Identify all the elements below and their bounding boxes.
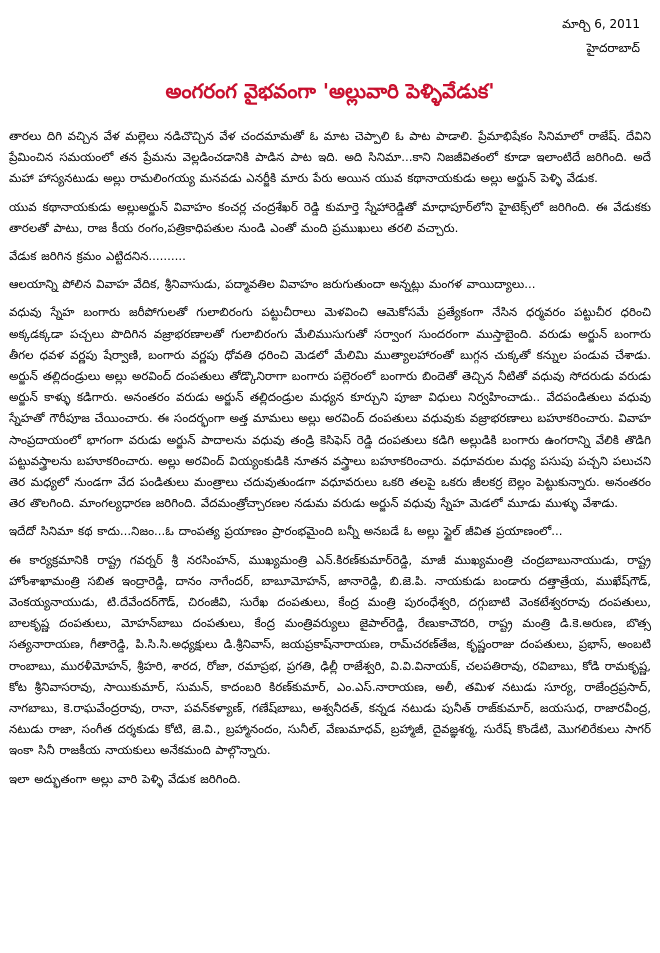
- article-title: అంగరంగ వైభవంగా 'అల్లువారి పెళ్ళివేడుక': [165, 79, 495, 103]
- article-date: మార్చి 6, 2011: [562, 17, 640, 31]
- paragraph-intro: తారలు దిగి వచ్చిన వేళ మల్లెలు నడిచొచ్చిన వేళ చందమామతో ఓ మాట చెప్పాలి ఓ పాట పాడాలి. ప్రేమాభిషేకం సినిమాలో రాజేష్. దేవిని ప్రేమించిన సమయంలో తన ప్రేమను వెల్లడించడానికి పాడిన పాట ఇది. అది సినిమా...కాని నిజజీవితంలో కూడా ఇలాంటిదే జరిగింది. అదే మహా హాస్యనటుడు అల్లు రామలింగయ్య మనవడు ఎనర్జీకి మారు పేరు అయిన యువ కథానాయకుడు అల్లు అర్జున్ పెళ్ళి వేడుక.: [9, 129, 651, 186]
- paragraph-ceremony-details: వధువు స్నేహ బంగారు జరీపోగులతో గులాబిరంగు పట్టుచీరాలు మెళవించి ఆమెకోసమే ప్రత్యేకంగా నేసిన ధర్మవరం పట్టుచీర ధరించి అక్కడక్కడా పచ్చలు పొదిగిన వజ్రాభరణాలతో గులాబిరంగు మేలిముసుగుతో సర్వాంగ సుందరంగా ముస్తాబైంది. వరుడు అర్జున్ బంగారు తీగల ధవళ వర్ణపు షేర్వాణి, బంగారు వర్ణపు ధోవతి ధరించి మెడలో మేలిమి ముత్యాలహారంతో బుగ్గన చుక్కతో కన్నుల పండువ చేశాడు. అర్జున్ తల్లిదండ్రులు అల్లు అరవింద్ దంపతులు తోడ్కొనిరాగా బంగారు పల్లెరంలో బంగారు బిందెతో తెచ్చిన నీటితో వధువు సోదరుడు వరుడు అర్జున్ కాళ్ళు కడిగారు. అనంతరం వరుడు అర్జున్ తల్లిదండ్రుల మధ్యన కూర్చుని పూజా విధులు నిర్వహించాడు.. వేదపండితులు వధువు స్నేహతో గౌరీపూజ చేయించారు. ఈ సందర్భంగా అత్త మామలు అల్లు అరవింద్ దంపతులు వధువుకు వజ్రాభరణాలు బహూకరించారు. వివాహ సాంప్రదాయంలో భాగంగా వరుడు అర్జున్ పాదాలను వధువు తండ్రి కెసిఫెస్ రెడ్డి దంపతులు కడిగి అల్లుడికి బంగారు ఉంగరాన్ని వేలికి తొడిగి పట్టువస్త్రాలను బహూకరించారు. అల్లు అరవింద్ వియ్యంకుడికి నూతన వస్త్రాలు బహూకరించారు. వధూవరుల మధ్య పసుపు పచ్చని పలుచని తెర మధ్యలో నుండగా వేద పండితులు మంత్రాలు చదువుతుండగా వధూవరులు ఒకరి తలపై ఒకరు జీలకర్ర బెల్లం పెట్టుకున్నారు. అనంతరం తెర తొలగింది. మాంగల్యధారణ జరిగింది. వేదమంత్రోచ్చారణల నడుమ వరుడు అర్జున్ వధువు స్నేహ మెడలో మూడు ముళ్ళు వేశాడు.: [9, 305, 651, 511]
- paragraph-journey: ఇదేదో సినిమా కథ కాదు...నిజం...ఓ దాంపత్య ప్రయాణం ప్రారంభమైంది బన్నీ అనబడే ఓ అల్లు స్టైల్ జీవిత ప్రయాణంలో...: [9, 524, 563, 539]
- paragraph-temple-stage: ఆలయాన్ని పోలిన వివాహ వేదిక, శ్రీనివాసుడు, పద్మావతిల వివాహం జరుగుతుందా అన్నట్లు మంగళ వాయిద్యాలు...: [9, 277, 536, 292]
- paragraph-sequence-heading: వేడుక జరిగిన క్రమం ఎట్టిదనిన..........: [9, 249, 186, 264]
- paragraph-closing: ఇలా అద్భుతంగా అల్లు వారి పెళ్ళి వేడుక జరిగింది.: [9, 771, 241, 786]
- paragraph-guest-list: ఈ కార్యక్రమానికి రాష్ట్ర గవర్నర్ శ్రీ నరసింహన్, ముఖ్యమంత్రి ఎన్.కిరణ్‌కుమార్‌రెడ్డి, మాజీ ముఖ్యమంత్రి చంద్రబాబునాయుడు, రాష్ట్ర హోంశాఖామంత్రి సబిత ఇంద్రారెడ్డి, దానం నాగేందర్, బాబూమోహన్, జానారెడ్డి, బి.జె.పి. నాయకుడు బండారు దత్తాత్రేయ, ముఖేష్‌గౌడ్, వెంకయ్యనాయుడు, టి.దేవేందర్‌గౌడ్, చిరంజీవి, సురేఖ దంపతులు, కేంద్ర మంత్రి పురంధేశ్వరి, దగ్గుబాటి వెంకటేశ్వరరావు దంపతులు, బాలకృష్ణ దంపతులు, మోహన్‌బాబు దంపతులు, కేంద్ర మంత్రివర్యులు జైపాల్‌రెడ్డి, రేణుకాచౌదరి, రాష్ట్ర మంత్రి డి.కె.అరుణ, బొత్స సత్యనారాయణ, గీతారెడ్డి, పి.సి.సి.అధ్యక్షులు డి.శ్రీనివాస్, జయప్రకాష్‌నారాయణ, రామ్‌చరణ్‌తేజ, కృష్ణంరాజు దంపతులు, ప్రభాస్, అంబటి రాంబాబు, మురళీమోహన్, శ్రీహరి, శారద, రోజా, రమాప్రభ, ప్రగతి, ఢిల్లీ రాజేశ్వరి, వి.వి.వినాయక్, చలపతిరావు, రవిబాబు, కోడి రామకృష్ణ, కోట శ్రీనివాసరావు, సాయికుమార్, సుమన్, కాదంబరి కిరణ్‌కుమార్, ఎం.ఎస్.నారాయణ, అలీ, తమిళ నటుడు సూర్య, రాజేంద్రప్రసాద్, నాగబాబు, కె.రాఘవేంద్రరావు, రానా, పవన్‌కళ్యాణ్, గణేష్‌బాబు, అశ్వనీదత్, కన్నడ నటుడు పునీత్ రాజ్‌కుమార్, జయసుధ, రాజారవీంద్ర, నటుడు రాజా, సంగీత దర్శకుడు కోటి, జె.వి., బ్రహ్మానందం, సునీల్, వేణుమాధవ్, బ్రహ్మాజీ, దైవజ్ఞశర్మ, సురేష్ కొండేటి, మొగలిరేకులు సాగర్ ఇంకా సినీ రాజకీయ నాయకులు అనేకమంది పాల్గొన్నారు.: [9, 552, 651, 758]
- article-body: [9, 126, 651, 797]
- article-place: హైదరాబాద్: [586, 41, 640, 55]
- paragraph-wedding-venue: యువ కథానాయకుడు అల్లుఅర్జున్ వివాహం కంచర్ల చంద్రశేఖర్ రెడ్డి కుమార్తె స్నేహారెడ్డితో మాధాపూర్‌లోని హైటెక్స్‌లో జరిగింది. ఈ వేడుకకు తారలతో పాటు, రాజ కీయ రంగం,పత్రికాధిపతుల నుండి ఎంతో మంది ప్రముఖులు తరలి వచ్చారు.: [9, 199, 651, 235]
